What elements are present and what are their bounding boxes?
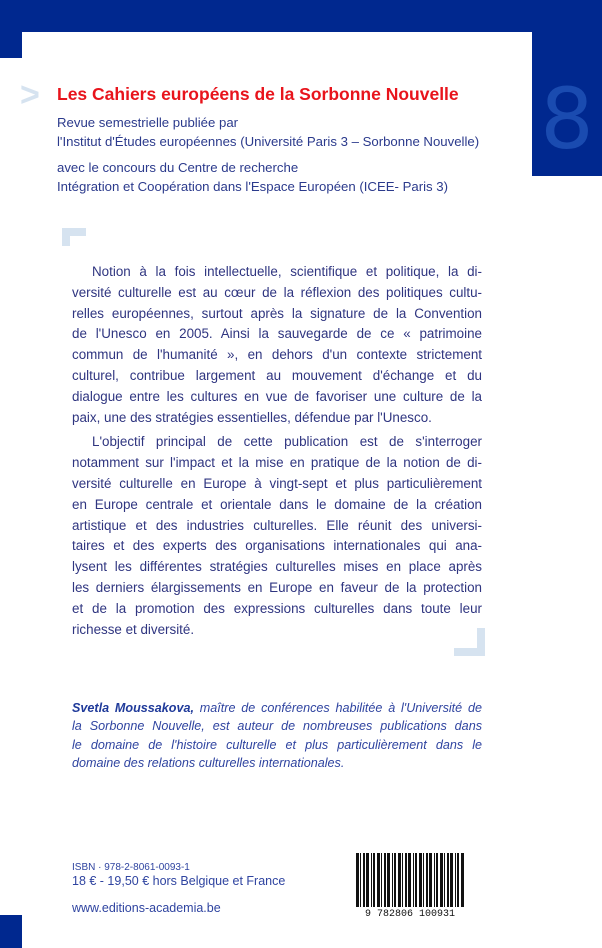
barcode-bar: [419, 853, 422, 907]
text-line: domaine des relations culturelles internationales.: [72, 755, 345, 770]
text-line: versité culturelle est au cœur de la réflexion des politiques cultu-: [72, 284, 482, 300]
partner-line: avec le concours du Centre de recherche: [57, 160, 299, 175]
barcode-bar: [373, 853, 375, 907]
barcode-bar: [384, 853, 386, 907]
barcode-bar: [447, 853, 449, 907]
barcode-bar: [461, 853, 464, 907]
series-title: Les Cahiers européens de la Sorbonne Nouvelle: [57, 84, 459, 104]
text-line: lysent les différentes stratégies culturelles mises en place après: [72, 559, 482, 575]
volume-number: 8: [540, 70, 594, 168]
text-line: artistique et des industries culturelles. Elle réunit des universi-: [72, 517, 482, 533]
barcode-bar: [356, 853, 359, 907]
left-blue-strip: [0, 0, 22, 58]
barcode-bars: [350, 853, 470, 919]
text-line: et de la promotion des expressions culturelles dans toute leur: [72, 600, 482, 616]
barcode-bar: [381, 853, 382, 907]
barcode-bar: [450, 853, 453, 907]
paragraph: [72, 262, 482, 428]
barcode-bar: [455, 853, 456, 907]
barcode: [350, 853, 470, 919]
publisher-line: l'Institut d'Études européennes (Université Paris 3 – Sorbonne Nouvelle): [57, 134, 480, 149]
publisher-line: Revue semestrielle publiée par: [57, 115, 239, 130]
text-line: taires et des experts des organisations internationales qui ana-: [72, 538, 482, 554]
text-line: les derniers élargissements en Europe en faveur de la protection: [72, 579, 482, 595]
text-line: paix, une des stratégies essentielles, défendue par l'Unesco.: [72, 409, 432, 425]
barcode-bar: [423, 853, 424, 907]
partner-line: Intégration et Coopération dans l'Espace Européen (ICEE- Paris 3): [57, 179, 449, 194]
text-line: maître de conférences habilitée à l'Université de: [194, 701, 482, 715]
barcode-bar: [387, 853, 390, 907]
text-line: la Sorbonne Nouvelle, est auteur de nombreuses publications dans: [72, 719, 482, 734]
text-line: relles européennes, surtout après la signature de la Convention: [72, 305, 482, 321]
barcode-bar: [377, 853, 380, 907]
barcode-bar: [426, 853, 428, 907]
barcode-bar: [444, 853, 445, 907]
text-line: L'objectif principal de cette publication est de s'interroger: [92, 434, 482, 450]
text-line: richesse et diversité.: [72, 621, 195, 637]
author-name: Svetla Moussakova,: [72, 701, 194, 715]
text-line: notamment sur l'impact et la mise en pratique de la notion de di-: [72, 455, 482, 471]
text-line: en Europe centrale et orientale dans le domaine de la création: [72, 496, 482, 512]
barcode-bar: [366, 853, 369, 907]
barcode-bar: [429, 853, 432, 907]
price: 18 € - 19,50 € hors Belgique et France: [72, 874, 286, 888]
text-line: Notion à la fois intellectuelle, scientifique et politique, la di-: [92, 264, 482, 279]
barcode-bar: [415, 853, 417, 907]
paragraph: [72, 432, 482, 640]
barcode-bar: [363, 853, 365, 907]
text-line: versité culturelle en Europe à vingt-sept et plus particulièrement: [72, 475, 482, 491]
chevron-right-icon: >: [20, 76, 40, 114]
website-link[interactable]: www.editions-academia.be: [72, 901, 221, 915]
barcode-bar: [371, 853, 372, 907]
barcode-bar: [402, 853, 403, 907]
top-blue-band: [0, 0, 600, 32]
text-line: le domaine de l'histoire culturelle et plus particulièrement dans le: [72, 737, 482, 752]
text-line: commun de l'humanité », en dehors d'un contexte strictement: [72, 347, 482, 363]
barcode-bar: [440, 853, 443, 907]
text-line: dialogue entre les cultures en vue de favoriser une culture de la: [72, 388, 482, 404]
barcode-bar: [392, 853, 393, 907]
author-bio: [72, 699, 482, 772]
corner-bracket-top-left: [62, 228, 70, 246]
barcode-bar: [405, 853, 407, 907]
barcode-bar: [360, 853, 361, 907]
barcode-bar: [434, 853, 435, 907]
bottom-blue-block: [0, 915, 22, 948]
barcode-bar: [398, 853, 401, 907]
text-line: de l'Unesco en 2005. Ainsi la sauvegarde de ce « patrimoine: [72, 326, 482, 342]
barcode-digits: 9 782806 100931: [364, 909, 456, 919]
text-line: culturel, contribue largement au mouvement d'échange et du: [72, 367, 482, 383]
barcode-bar: [413, 853, 414, 907]
barcode-bar: [394, 853, 396, 907]
barcode-bar: [408, 853, 411, 907]
barcode-bar: [457, 853, 459, 907]
barcode-bar: [436, 853, 438, 907]
description: [72, 262, 482, 644]
isbn: ISBN · 978-2-8061-0093-1: [72, 862, 190, 873]
